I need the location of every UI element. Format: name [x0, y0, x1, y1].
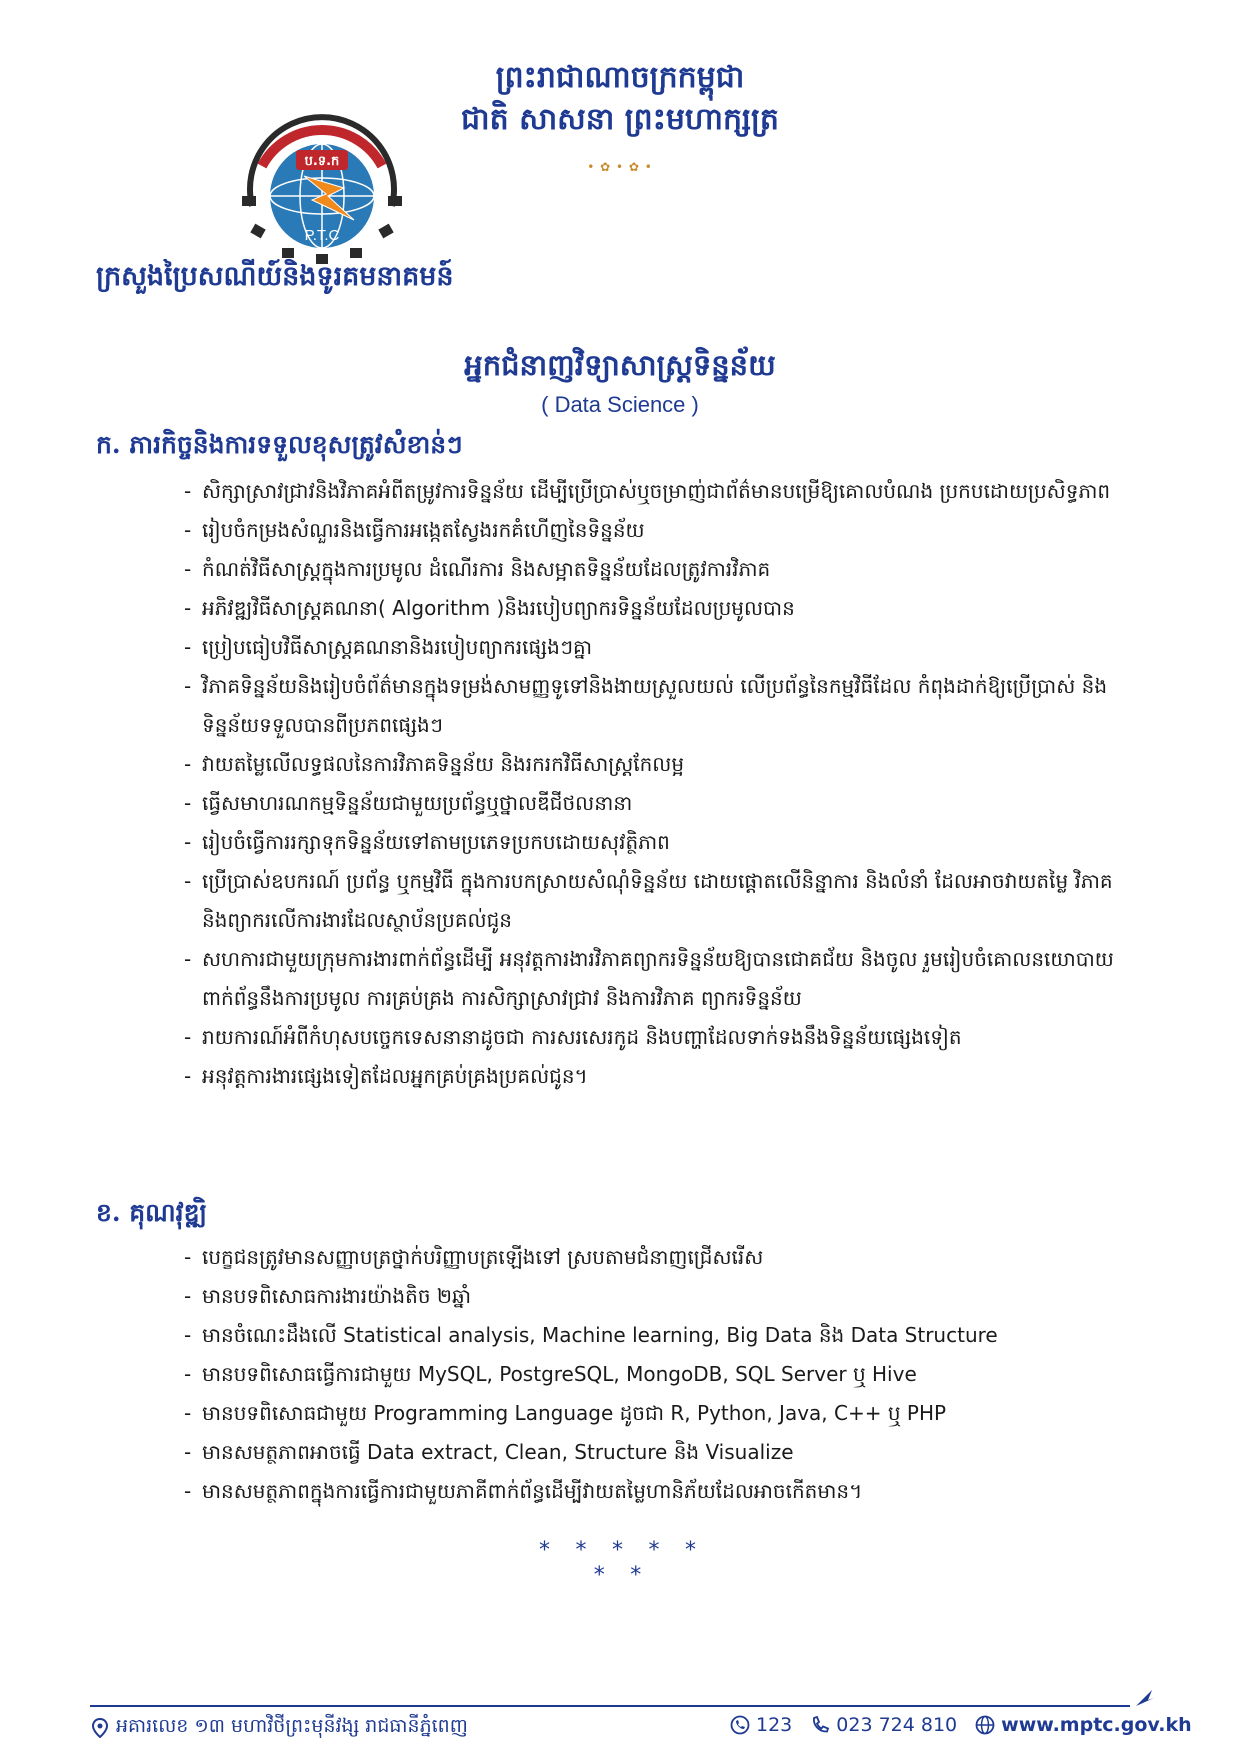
- duties-list: [184, 472, 1134, 1096]
- list-item: - មានសមត្ថភាពអាចធ្វើ Data extract, Clean, Structure និង Visualize: [184, 1433, 1134, 1472]
- list-item: - វិភាគទិន្នន័យនិងរៀបចំព័ត៌មានក្នុងទម្រង់សាមញ្ញទូទៅនិងងាយស្រួលយល់ លើប្រព័ន្ធនៃកម្មវិធីដែល កំពុងដាក់ឱ្យប្រើប្រាស់ និងទិន្នន័យទទួលបានពីប្រភពផ្សេងៗ: [184, 667, 1134, 745]
- ministry-name: ក្រសួងប្រៃសណីយ៍និងទូរគមនាគមន៍: [96, 261, 454, 292]
- footer-contact: [730, 1714, 1192, 1736]
- job-subtitle: ( Data Science ): [541, 392, 699, 417]
- ptc-logo-icon: [222, 96, 422, 271]
- footer-arrow-icon: [1132, 1686, 1156, 1710]
- hotline-icon: [730, 1715, 756, 1735]
- section-heading-duties: ក. ភារកិច្ចនិងការទទួលខុសត្រូវសំខាន់ៗ: [96, 430, 463, 459]
- phone-icon: [810, 1715, 836, 1735]
- list-item: - រៀបចំធ្វើការរក្សាទុកទិន្នន័យទៅតាមប្រភេទប្រកបដោយសុវត្ថិភាព: [184, 823, 1134, 862]
- logo-top-label: ប.ទ.ក: [304, 154, 340, 169]
- logo-bottom-label: P.T.C: [304, 227, 340, 244]
- list-item: - មានបទពិសោធការងារយ៉ាងតិច ២ឆ្នាំ: [184, 1277, 1134, 1316]
- list-item: - បេក្ខជនត្រូវមានសញ្ញាបត្រថ្នាក់បរិញ្ញាបត្រឡើងទៅ ស្របតាមជំនាញជ្រើសរើស: [184, 1238, 1134, 1277]
- phone-number[interactable]: 023 724 810: [836, 1714, 958, 1736]
- footer-address: [90, 1714, 468, 1742]
- job-title: អ្នកជំនាញវិទ្យាសាស្ត្រទិន្នន័យ: [464, 348, 776, 382]
- list-item: - មានចំណេះដឹងលើ Statistical analysis, Machine learning, Big Data និង Data Structure: [184, 1316, 1134, 1355]
- list-item: - អនុវត្តការងារផ្សេងទៀតដែលអ្នកគ្រប់គ្រងប្រគល់ជូន។: [184, 1057, 1134, 1096]
- list-item: - ប្រៀបធៀបវិធីសាស្ត្រគណនានិងរបៀបព្យាករផ្សេងៗគ្នា: [184, 628, 1134, 667]
- list-item: - ធ្វើសមាហរណកម្មទិន្នន័យជាមួយប្រព័ន្ធឬថ្នាលឌីជីថលនានា: [184, 784, 1134, 823]
- section-heading-qualifications: ខ. គុណវុឌ្ឍិ: [96, 1198, 207, 1227]
- ministry-logo: [222, 96, 422, 271]
- end-mark: * * * * * * *: [537, 1538, 703, 1588]
- website-link[interactable]: www.mptc.gov.kh: [1001, 1714, 1192, 1736]
- national-motto: ជាតិ សាសនា ព្រះមហាក្សត្រ: [461, 102, 779, 137]
- list-item: - មានបទពិសោធធ្វើការជាមួយ MySQL, PostgreSQL, MongoDB, SQL Server ឬ Hive: [184, 1355, 1134, 1394]
- kingdom-title: ព្រះរាជាណាចក្រកម្ពុជា: [495, 60, 745, 95]
- footer-divider: [90, 1705, 1130, 1707]
- list-item: - វាយតម្លៃលើលទ្ធផលនៃការវិភាគទិន្នន័យ និងរករកវិធីសាស្ត្រកែលម្អ: [184, 745, 1134, 784]
- list-item: - រាយការណ៍អំពីកំហុសបច្ចេកទេសនានាដូចជា ការសរសេរកូដ និងបញ្ហាដែលទាក់ទងនឹងទិន្នន័យផ្សេងទៀត: [184, 1018, 1134, 1057]
- location-pin-icon: [90, 1718, 116, 1738]
- list-item: - អភិវឌ្ឍវិធីសាស្ត្រគណនា( Algorithm )និងរបៀបព្យាករទិន្នន័យដែលប្រមូលបាន: [184, 589, 1134, 628]
- ornament-divider-icon: • ✿ • ✿ •: [587, 160, 653, 174]
- list-item: - មានបទពិសោធជាមួយ Programming Language ដូចជា R, Python, Java, C++ ឬ PHP: [184, 1394, 1134, 1433]
- globe-icon: [975, 1715, 1001, 1735]
- list-item: - រៀបចំកម្រងសំណួរនិងធ្វើការអង្កេតស្វែងរកគំហើញនៃទិន្នន័យ: [184, 511, 1134, 550]
- list-item: - មានសមត្ថភាពក្នុងការធ្វើការជាមួយភាគីពាក់ព័ន្ធដើម្បីវាយតម្លៃហានិភ័យដែលអាចកើតមាន។: [184, 1472, 1134, 1511]
- address-text: អគារលេខ ១៣ មហាវិថីព្រះមុនីវង្ស រាជធានីភ្នំពេញ: [116, 1715, 468, 1737]
- hotline-number[interactable]: 123: [756, 1714, 793, 1736]
- list-item: - ប្រើប្រាស់ឧបករណ៍ ប្រព័ន្ធ ឬកម្មវិធី ក្នុងការបកស្រាយសំណុំទិន្នន័យ ដោយផ្តោតលើនិន្នាការ និងលំនាំ ដែលអាចវាយតម្លៃ វិភាគ និងព្យាករលើការងារដែលស្ថាប័នប្រគល់ជូន: [184, 862, 1134, 940]
- list-item: - សិក្សាស្រាវជ្រាវនិងវិភាគអំពីតម្រូវការទិន្នន័យ ដើម្បីប្រើប្រាស់ឬចម្រាញ់ជាព័ត៌មានបម្រើឱ្យគោលបំណង ប្រកបដោយប្រសិទ្ធភាព: [184, 472, 1134, 511]
- qualifications-list: [184, 1238, 1134, 1511]
- list-item: - សហការជាមួយក្រុមការងារពាក់ព័ន្ធដើម្បី អនុវត្តការងារវិភាគព្យាករទិន្នន័យឱ្យបានជោគជ័យ និងចូល រួមរៀបចំគោលនយោបាយពាក់ព័ន្ធនឹងការប្រមូល ការគ្រប់គ្រង ការសិក្សាស្រាវជ្រាវ និងការវិភាគ ព្យាករទិន្នន័យ: [184, 940, 1134, 1018]
- list-item: - កំណត់វិធីសាស្ត្រក្នុងការប្រមូល ដំណើរការ និងសម្អាតទិន្នន័យដែលត្រូវការវិភាគ: [184, 550, 1134, 589]
